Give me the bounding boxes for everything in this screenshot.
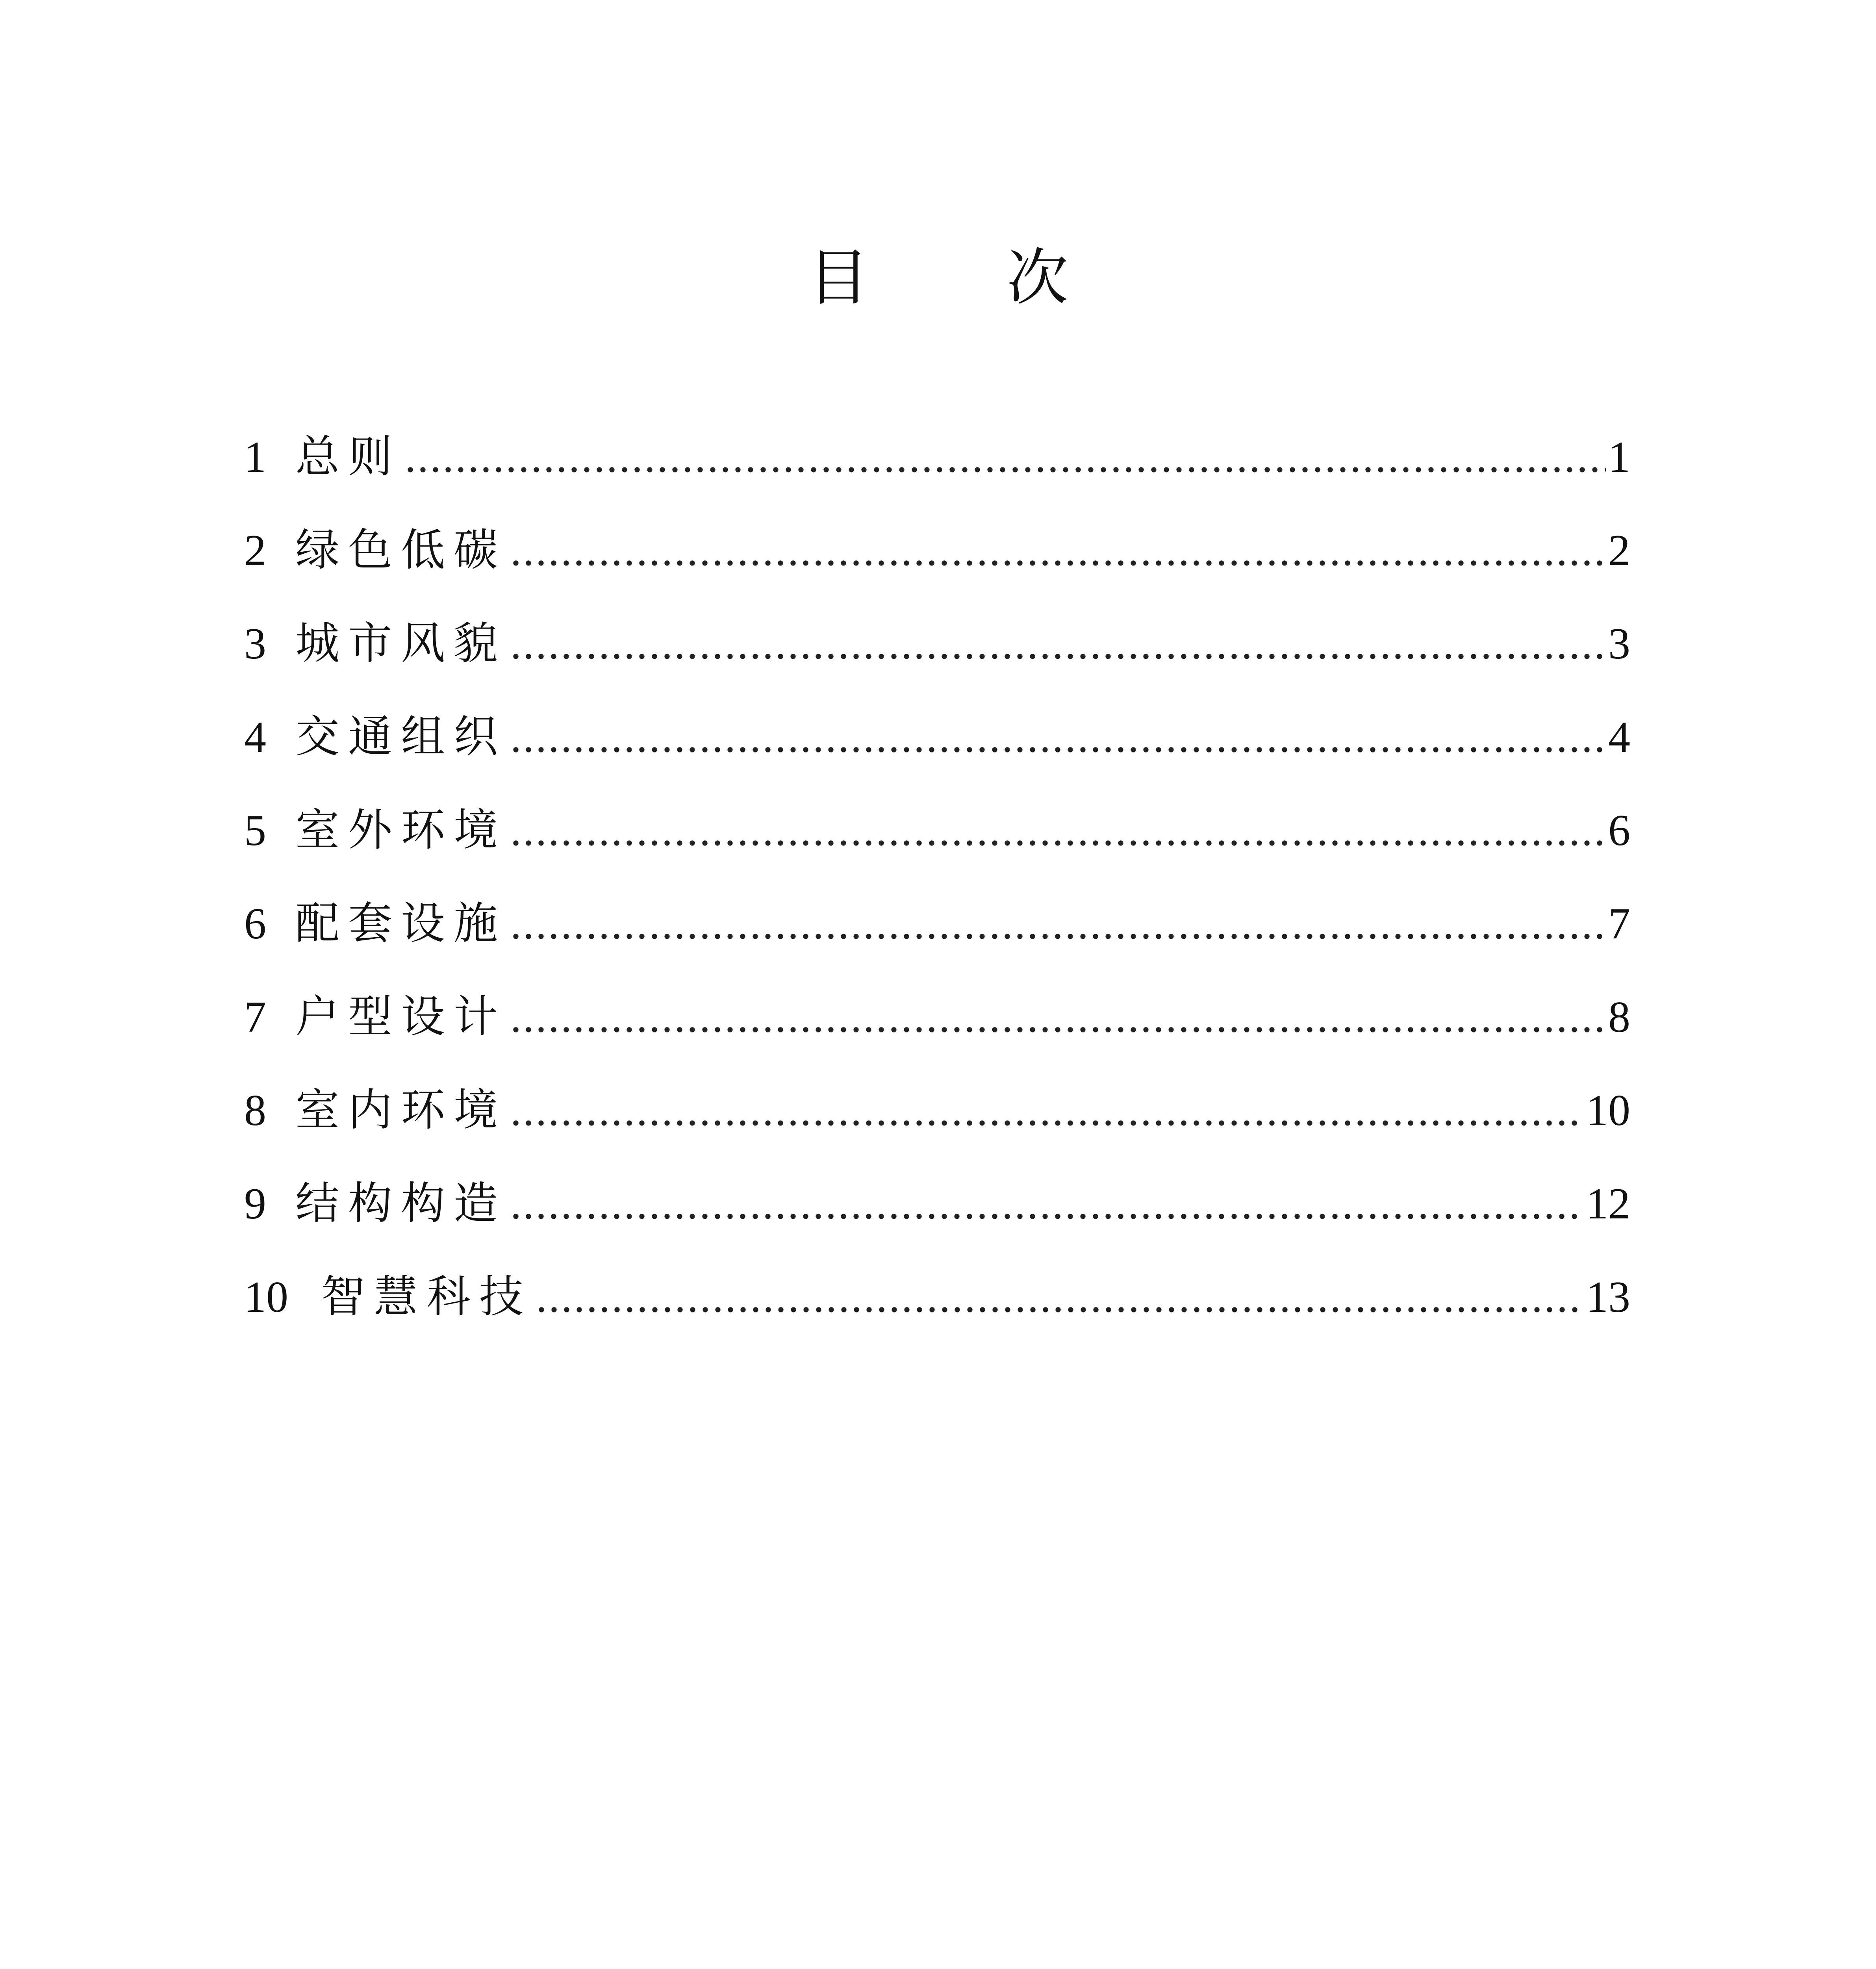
toc-entry[interactable]	[244, 1176, 1630, 1269]
toc-leader-dots	[405, 430, 1606, 485]
toc-entry[interactable]	[244, 803, 1630, 896]
toc-entry-label: 结构构造	[295, 1178, 506, 1229]
toc-entry-page: 12	[1586, 1179, 1630, 1228]
toc-leader-dots	[510, 1083, 1584, 1138]
toc-entry[interactable]	[244, 523, 1630, 616]
toc-leader-dots	[510, 803, 1606, 858]
toc-entry[interactable]	[244, 989, 1630, 1083]
toc-leader-dots	[510, 896, 1606, 951]
toc-leader-dots	[536, 1270, 1584, 1325]
toc-leader-dots	[510, 710, 1606, 765]
toc-entry-number: 10	[244, 1273, 288, 1322]
toc-entry-page: 13	[1586, 1273, 1630, 1322]
toc-entry-number: 3	[244, 619, 266, 668]
toc-entry-page: 10	[1586, 1086, 1630, 1135]
toc-entry-number: 5	[244, 806, 266, 855]
toc-entry-number: 8	[244, 1086, 266, 1135]
toc-entry-page: 1	[1608, 433, 1630, 482]
toc-entry-page: 3	[1608, 619, 1630, 668]
toc-entry-number: 6	[244, 899, 266, 948]
toc-entry-label: 室内环境	[295, 1085, 506, 1136]
toc-leader-dots	[510, 616, 1606, 671]
toc-entry-number: 7	[244, 993, 266, 1042]
toc-entry-number: 4	[244, 713, 266, 762]
toc-entry-label: 配套设施	[295, 898, 506, 949]
table-of-contents	[244, 429, 1630, 1363]
toc-entry-page: 6	[1608, 806, 1630, 855]
toc-entry[interactable]	[244, 1269, 1630, 1363]
toc-entry-label: 绿色低碳	[295, 525, 506, 576]
toc-entry[interactable]	[244, 709, 1630, 803]
toc-entry-label: 城市风貌	[295, 618, 506, 669]
page-title: 目 次	[808, 242, 1127, 313]
toc-entry-label: 总则	[295, 431, 401, 482]
toc-entry[interactable]	[244, 429, 1630, 523]
toc-entry-number: 2	[244, 526, 266, 575]
toc-entry-label: 户型设计	[295, 991, 506, 1042]
toc-leader-dots	[510, 990, 1606, 1045]
toc-entry-label: 交通组织	[295, 711, 506, 762]
toc-entry[interactable]	[244, 896, 1630, 989]
toc-entry-page: 7	[1608, 899, 1630, 948]
toc-entry-page: 4	[1608, 713, 1630, 762]
toc-leader-dots	[510, 523, 1606, 578]
toc-entry-label: 智慧科技	[321, 1271, 532, 1322]
toc-leader-dots	[510, 1176, 1584, 1231]
toc-entry[interactable]	[244, 616, 1630, 709]
toc-entry-page: 8	[1608, 993, 1630, 1042]
toc-entry-number: 1	[244, 433, 266, 482]
toc-entry-page: 2	[1608, 526, 1630, 575]
toc-entry-label: 室外环境	[295, 805, 506, 856]
toc-entry[interactable]	[244, 1083, 1630, 1176]
toc-entry-number: 9	[244, 1179, 266, 1228]
